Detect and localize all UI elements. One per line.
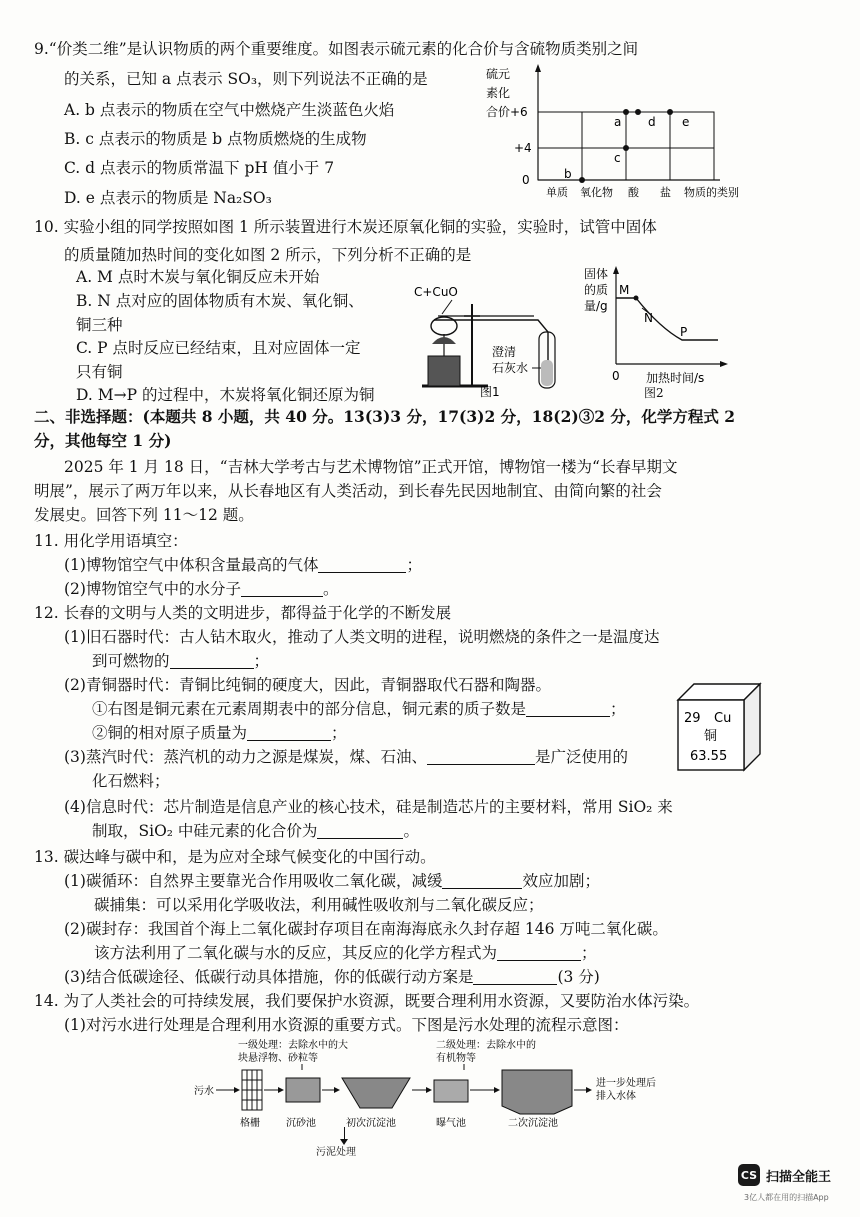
q14-title: 14. 为了人类社会的可持续发展，我们要保护水资源，既要合理利用水资源，又要防治水体污染。 [34,992,700,1010]
q12-part2a-end: ； [610,700,626,718]
flow-second-settle-label: 二次沉淀池 [508,1118,558,1129]
q12-part2-a [92,698,626,720]
q13-part2-end: ； [581,944,597,962]
intro-line2: 明展”，展示了两万年以来，从长春地区有人类活动，到长春先民因地制宜、由简向繁的社会 [34,482,662,500]
q13-part2-line1: (2)碳封存：我国首个海上二氧化碳封存项目在南海海底永久封存超 146 万吨二氧化碳。 [64,920,668,938]
point-a-label: a [614,115,622,129]
q10-option-c-line2: 只有铜 [76,363,123,381]
q11-part1 [64,554,422,576]
chart-x-acid: 酸 [628,186,639,199]
chart-y-plus4: +4 [514,141,532,155]
flow-output-label-2: 排入水体 [596,1091,636,1102]
q13-part2-text: 该方法利用了二氧化碳与水的反应，其反应的化学方程式为 [94,944,498,962]
aeration-tank-icon [434,1080,468,1102]
sand-tank-icon [286,1078,320,1102]
q12-part1-end: ； [253,652,270,670]
q12-part2-b [92,722,347,744]
chart-ylabel-2: 素化 [486,86,511,100]
q13-part3-end: (3 分) [557,968,600,986]
fig1-limewater-line2: 石灰水 [492,361,529,375]
q9-option-b: B. c 点表示的物质是 b 点物质燃烧的生成物 [64,130,367,148]
q11-title: 11. 用化学用语填空： [34,532,188,550]
mass-time-graph-figure-2 [578,262,768,390]
flow-sludge-label: 污泥处理 [316,1147,356,1158]
point-e-label: e [682,115,690,129]
q12-part4-line1: (4)信息时代：芯片制造是信息产业的核心技术，硅是制造芯片的主要材料，常用 SiO₂ 来 [64,798,673,816]
fig2-ylabel-3: 量/g [584,299,608,313]
flow-sand-label: 沉砂池 [286,1118,316,1129]
flow-secondary-note-1: 二级处理：去除水中的 [436,1040,536,1051]
fig2-origin: 0 [612,369,620,383]
chart-y-zero: 0 [522,173,530,187]
chart-x-label: 物质的类别 [684,186,739,199]
q12-part4-line2 [92,820,419,842]
q10-stem-line1: 10. 实验小组的同学按照如图 1 所示装置进行木炭还原氧化铜的实验，实验时，试管中固体 [34,218,657,236]
element-symbol: Cu [714,711,732,726]
q9-option-c: C. d 点表示的物质常温下 pH 值小于 7 [64,159,335,177]
q11-part1-text: (1)博物馆空气中体积含量最高的气体 [64,556,319,574]
copper-element-card [676,682,762,772]
chart-x-element: 单质 [546,186,568,199]
q12-part3-line1 [64,746,628,768]
q10-option-d: D. M→P 的过程中，木炭将氧化铜还原为铜 [76,386,375,404]
q13-part3 [64,966,600,988]
q12-part4-end: 。 [403,822,419,840]
point-d [635,109,641,115]
q13-part1-end: 效应加剧； [522,872,600,890]
watermark-app-name: 扫描全能王 [766,1169,832,1185]
q10-option-b-line1: B. N 点对应的固体物质有木炭、氧化铜、 [76,292,364,310]
q12-answer-blank-1[interactable] [170,652,254,669]
flow-output-label-1: 进一步处理后 [596,1078,656,1089]
chart-ylabel-3: 合价 [486,105,511,119]
q12-answer-blank-2[interactable] [526,700,610,717]
q12-part2: (2)青铜器时代：青铜比纯铜的硬度大，因此，青铜器取代石器和陶器。 [64,676,551,694]
flow-aeration-label: 曝气池 [436,1118,466,1129]
element-number: 29 [684,711,701,726]
chart-y-plus6: +6 [510,105,528,119]
fig2-caption: 图2 [644,386,664,400]
point-b [579,177,585,183]
chart-x-oxide: 氧化物 [580,186,613,199]
primary-settling-tank-icon [342,1078,410,1108]
section2-heading-line2: 分，其他每空 1 分) [34,431,172,450]
scanner-watermark [738,1164,831,1186]
q13-part2-line2 [94,942,597,964]
q12-part2b-text: ②铜的相对原子质量为 [92,724,248,742]
q12-answer-blank-4[interactable] [427,748,535,765]
q11-part2-end: 。 [322,580,339,598]
chart-x-salt: 盐 [660,186,671,199]
q13-title: 13. 碳达峰与碳中和，是为应对全球气候变化的中国行动。 [34,848,436,866]
q12-part1-line2 [92,650,269,672]
fig2-xlabel: 加热时间/s [646,371,705,385]
q9-option-d: D. e 点表示的物质是 Na₂SO₃ [64,189,272,207]
flow-primary-note-2: 块悬浮物、砂粒等 [238,1053,318,1064]
q13-answer-blank-1[interactable] [442,872,522,889]
q12-part2a-text: ①右图是铜元素在元素周期表中的部分信息，铜元素的质子数是 [92,700,527,718]
intro-line1: 2025 年 1 月 18 日，“吉林大学考古与艺术博物馆”正式开馆，博物馆一楼为“长春早期文 [64,458,678,476]
q12-part3-end: 是广泛使用的 [534,748,628,766]
q10-option-c-line1: C. P 点时反应已经结束，且对应固体一定 [76,339,361,357]
q14-part1: (1)对污水进行处理是合理利用水资源的重要方式。下图是污水处理的流程示意图： [64,1016,629,1034]
element-name: 铜 [704,729,718,744]
q11-part1-end: ； [406,556,422,574]
point-a [623,109,629,115]
q9-stem-line2: 的关系，已知 a 点表示 SO₃，则下列说法不正确的是 [64,70,428,88]
q12-part3-text: (3)蒸汽时代：蒸汽机的动力之源是煤炭，煤、石油、 [64,748,427,766]
flow-secondary-note-2: 有机物等 [436,1053,476,1064]
q13-part1-line1 [64,870,600,892]
q9-option-a: A. b 点表示的物质在空气中燃烧产生淡蓝色火焰 [64,101,395,119]
q12-part4-text: 制取，SiO₂ 中硅元素的化合价为 [92,822,318,840]
fig2-point-m: M [619,283,630,297]
point-d-label: d [648,115,656,129]
q13-part1-line2: 碳捕集：可以采用化学吸收法，利用碱性吸收剂与二氧化碳反应； [94,896,544,914]
point-e [667,109,673,115]
q13-answer-blank-2[interactable] [497,944,581,961]
q11-answer-blank-2[interactable] [241,580,323,597]
intro-line3: 发展史。回答下列 11～12 题。 [34,506,254,524]
flow-first-settle-label: 初次沉淀池 [346,1118,396,1129]
apparatus-figure-1 [408,280,563,398]
flow-primary-note-1: 一级处理：去除水中的大 [238,1040,348,1051]
q10-option-a: A. M 点时木炭与氧化铜反应未开始 [76,268,320,286]
q12-part3-line2: 化石燃料； [92,772,170,790]
sewage-treatment-flowchart [192,1036,678,1136]
fig1-caption: 图1 [480,385,500,398]
q12-part1-text: 到可燃物的 [92,652,170,670]
q11-answer-blank-1[interactable] [318,556,406,573]
chart-ylabel-1: 硫元 [486,67,511,81]
q12-part1-line1: (1)旧石器时代：古人钻木取火，推动了人类文明的进程，说明燃烧的条件之一是温度达 [64,628,660,646]
flow-grid-label: 格栅 [240,1118,260,1129]
q13-part3-text: (3)结合低碳途径、低碳行动具体措施，你的低碳行动方案是 [64,968,474,986]
point-c [623,145,629,151]
q13-answer-blank-3[interactable] [473,968,557,985]
valence-class-chart [480,62,765,202]
fig2-point-p: P [680,325,688,339]
fig2-ylabel-1: 固体 [584,267,609,281]
q10-option-b-line2: 铜三种 [76,316,123,334]
point-b-label: b [564,167,572,181]
grid-screen-icon [242,1070,262,1110]
q10-stem-line2: 的质量随加热时间的变化如图 2 所示，下列分析不正确的是 [64,246,472,264]
q9-stem-line1: 9.“价类二维”是认识物质的两个重要维度。如图表示硫元素的化合价与含硫物质类别之间 [34,40,639,58]
q11-part2 [64,578,338,600]
watermark-tagline: 3亿人都在用的扫描App [744,1193,829,1202]
fig2-point-n: N [644,311,653,325]
section2-heading-line1: 二、非选择题：(本题共 8 小题，共 40 分。13(3)3 分，17(3)2 分，18(2)③2 分，化学方程式 2 [34,407,736,426]
flow-input-label: 污水 [194,1086,214,1097]
q12-title: 12. 长春的文明与人类的文明进步，都得益于化学的不断发展 [34,604,452,622]
fig1-reagent-label: C+CuO [414,285,458,299]
fig2-ylabel-2: 的质 [584,283,609,297]
q13-part1-text: (1)碳循环：自然界主要靠光合作用吸收二氧化碳，减缓 [64,872,443,890]
fig1-limewater-line1: 澄清 [492,345,517,359]
q12-part2b-end: ； [331,724,347,742]
q12-answer-blank-3[interactable] [247,724,331,741]
secondary-settling-tank-icon [502,1070,572,1114]
camscanner-icon: CS [738,1164,760,1186]
q12-answer-blank-5[interactable] [317,822,403,839]
q11-part2-text: (2)博物馆空气中的水分子 [64,580,241,598]
point-c-label: c [614,151,621,165]
element-mass: 63.55 [690,749,728,764]
